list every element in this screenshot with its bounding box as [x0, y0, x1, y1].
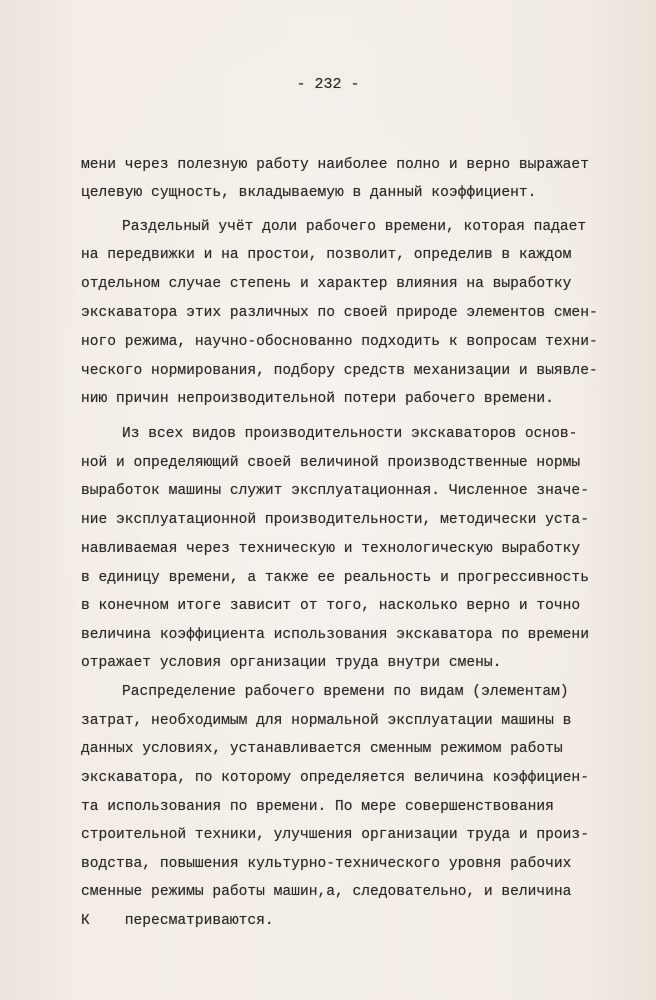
- text-line-13: ние эксплуатационной производительности, методически уста-: [81, 512, 589, 528]
- text-line-11: ной и определяющий своей величиной производственные нормы: [81, 455, 581, 471]
- text-line-18: отражает условия организации труда внутри смены.: [81, 655, 502, 671]
- text-line-4: на передвижки и на простои, позволит, определив в каждом: [81, 247, 572, 263]
- text-line-1: мени через полезную работу наиболее полно и верно выражает: [81, 157, 589, 173]
- page-number: - 232 -: [296, 76, 360, 93]
- text-line-25: водства, повышения культурно-технического уровня рабочих: [81, 856, 572, 872]
- text-line-10: Из всех видов производительности экскаваторов основ-: [122, 426, 578, 442]
- text-line-16: в конечном итоге зависит от того, насколько верно и точно: [81, 598, 581, 614]
- text-line-17: величина коэффициента использования экскаватора по времени: [81, 627, 589, 643]
- text-line-6: экскаватора этих различных по своей природе элементов смен-: [81, 305, 598, 321]
- text-line-22: экскаватора, по которому определяется величина коэффициен-: [81, 770, 589, 786]
- text-line-23: та использования по времени. По мере совершенствования: [81, 799, 554, 815]
- text-line-26: сменные режимы работы машин,а, следовательно, и величина: [81, 884, 572, 900]
- text-line-3: Раздельный учёт доли рабочего времени, которая падает: [122, 219, 587, 235]
- text-line-19: Распределение рабочего времени по видам (элементам): [122, 684, 569, 700]
- text-line-20: затрат, необходимым для нормальной эксплуатации машины в: [81, 713, 572, 729]
- text-line-7: ного режима, научно-обоснованно подходить к вопросам техни-: [81, 334, 598, 350]
- text-line-2: целевую сущность, вкладываемую в данный коэффициент.: [81, 185, 537, 201]
- text-line-21: данных условиях, устанавливается сменным режимом работы: [81, 741, 563, 757]
- text-line-9: нию причин непроизводительной потери рабочего времени.: [81, 391, 554, 407]
- text-line-12: выработок машины служит эксплуатационная. Численное значе-: [81, 483, 589, 499]
- text-line-14: навливаемая через техническую и технологическую выработку: [81, 541, 581, 557]
- text-line-27: К пересматриваются.: [81, 913, 274, 929]
- text-line-5: отдельном случае степень и характер влияния на выработку: [81, 276, 572, 292]
- text-line-15: в единицу времени, а также ее реальность и прогрессивность: [81, 570, 589, 586]
- text-line-24: строительной техники, улучшения организации труда и произ-: [81, 827, 589, 843]
- text-line-8: ческого нормирования, подбору средств механизации и выявле-: [81, 363, 598, 379]
